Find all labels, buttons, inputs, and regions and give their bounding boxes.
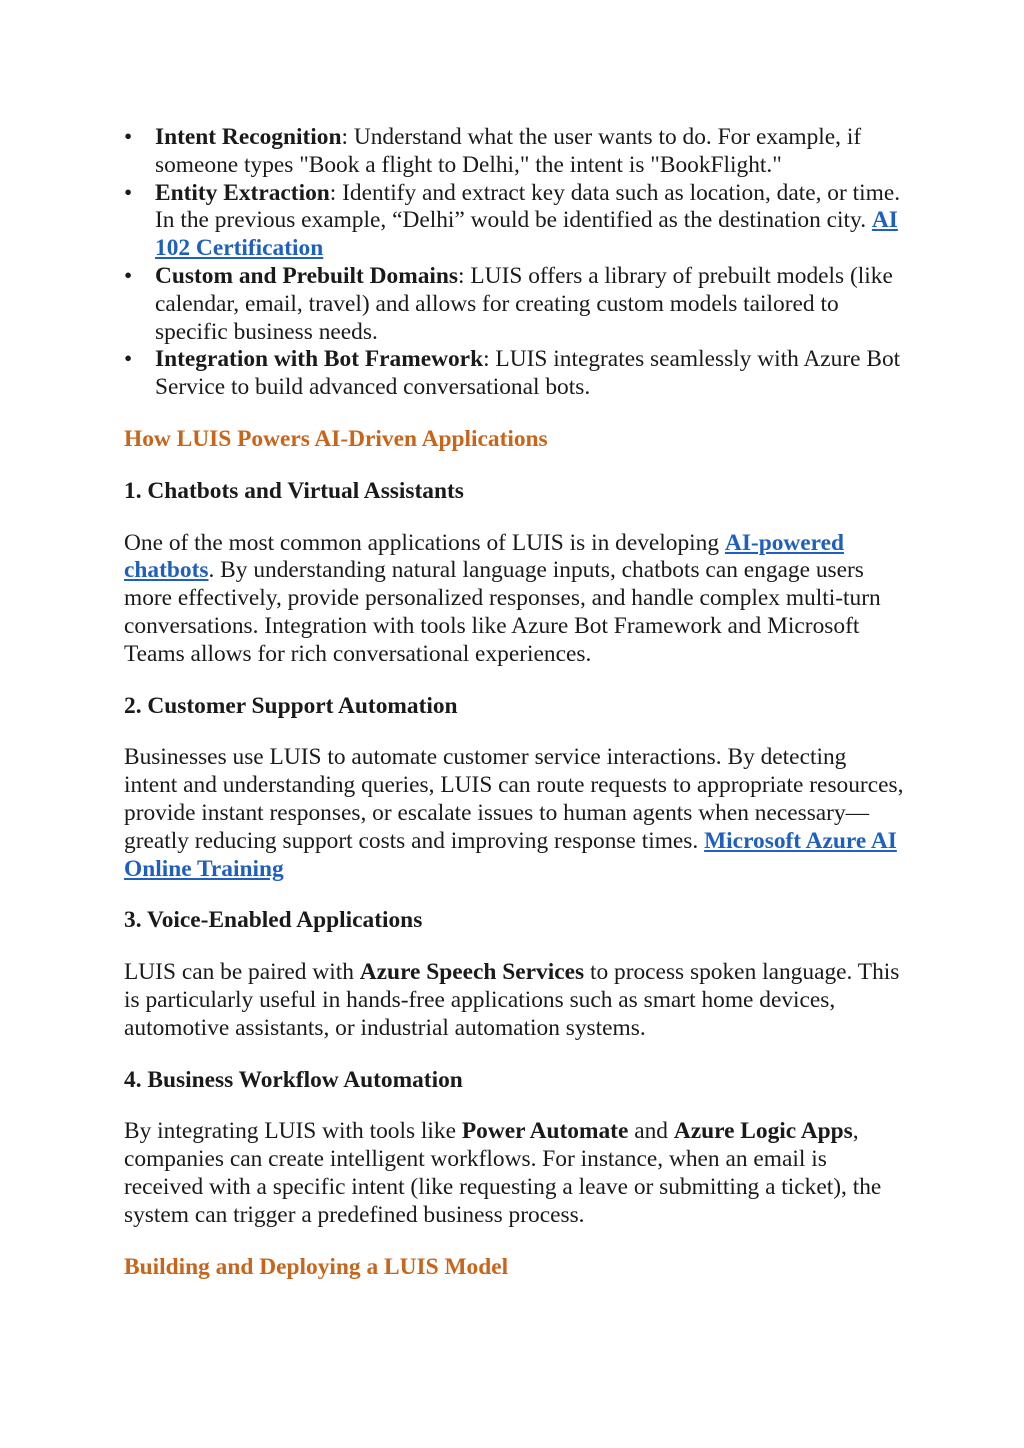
document-page xyxy=(124,124,904,1281)
paragraph-text: Businesses use LUIS to automate customer service interactions. By detecting intent and understanding queries, LUIS can route requests to appropriate resources, provide instant responses, or escalate issues to human agents when necessary—greatly reducing support costs and improving response times. xyxy=(124,744,904,854)
bullet-icon: • xyxy=(124,262,133,289)
list-item-title: Custom and Prebuilt Domains xyxy=(155,262,459,289)
paragraph-workflow-automation xyxy=(124,1118,904,1229)
list-item xyxy=(124,180,904,263)
bold-term: Azure Logic Apps xyxy=(673,1118,853,1145)
list-item xyxy=(124,263,904,346)
paragraph-text: LUIS can be paired with xyxy=(124,959,360,986)
feature-list xyxy=(124,124,904,402)
list-item-text: : LUIS offers a library of prebuilt models (like calendar, email, travel) and allows for creating custom models tailored to specific business needs. xyxy=(155,262,893,345)
subheading-voice-enabled: 3. Voice-Enabled Applications xyxy=(124,907,423,934)
ai-powered-chatbots-link[interactable]: AI-powered chatbots xyxy=(124,529,845,584)
bold-term: Azure Speech Services xyxy=(359,959,585,986)
list-item-title: Integration with Bot Framework xyxy=(155,346,484,373)
list-item-text: : Understand what the user wants to do. For example, if someone types "Book a flight to Delhi," the intent is "BookFlight." xyxy=(155,124,862,178)
list-item-title: Entity Extraction xyxy=(155,179,330,206)
paragraph-voice-enabled xyxy=(124,959,904,1042)
bullet-icon: • xyxy=(124,346,133,373)
azure-ai-training-link[interactable]: Microsoft Azure AI Online Training xyxy=(124,827,897,882)
section-heading-luis-powers: How LUIS Powers AI-Driven Applications xyxy=(124,425,548,452)
list-item-text: : Identify and extract key data such as location, date, or time. In the previous example, “Delhi” would be identified as the destination city. xyxy=(155,179,901,234)
subheading-workflow-automation: 4. Business Workflow Automation xyxy=(124,1066,463,1093)
paragraph-text: By integrating LUIS with tools like xyxy=(124,1118,462,1145)
paragraph-text: One of the most common applications of LUIS is in developing xyxy=(124,529,725,556)
paragraph-text: . By understanding natural language inputs, chatbots can engage users more effectively, provide personalized responses, and handle complex multi-turn conversations. Integration with tools like Azure Bot Framework and Microsoft Teams allows for rich conversational experiences. xyxy=(124,557,881,667)
paragraph-text: and xyxy=(628,1118,674,1145)
ai-102-certification-link[interactable]: AI 102 Certification xyxy=(155,207,898,262)
paragraph-text: to process spoken language. This is particularly useful in hands-free applications such as smart home devices, automotive assistants, or industrial automation systems. xyxy=(124,959,900,1041)
subheading-chatbots: 1. Chatbots and Virtual Assistants xyxy=(124,477,464,504)
list-item xyxy=(124,346,904,402)
bullet-icon: • xyxy=(124,124,133,150)
paragraph-customer-support xyxy=(124,744,904,883)
list-item-text: : LUIS integrates seamlessly with Azure Bot Service to build advanced conversational bots. xyxy=(155,346,901,401)
section-heading-building-deploying: Building and Deploying a LUIS Model xyxy=(124,1253,509,1280)
paragraph-chatbots xyxy=(124,530,904,669)
list-item-title: Intent Recognition xyxy=(155,124,342,150)
paragraph-text: , companies can create intelligent workflows. For instance, when an email is received with a specific intent (like requesting a leave or submitting a ticket), the system can trigger a predefined business process. xyxy=(124,1118,882,1228)
bullet-icon: • xyxy=(124,179,133,206)
list-item xyxy=(124,124,904,180)
subheading-customer-support: 2. Customer Support Automation xyxy=(124,692,458,719)
bold-term: Power Automate xyxy=(461,1118,629,1145)
